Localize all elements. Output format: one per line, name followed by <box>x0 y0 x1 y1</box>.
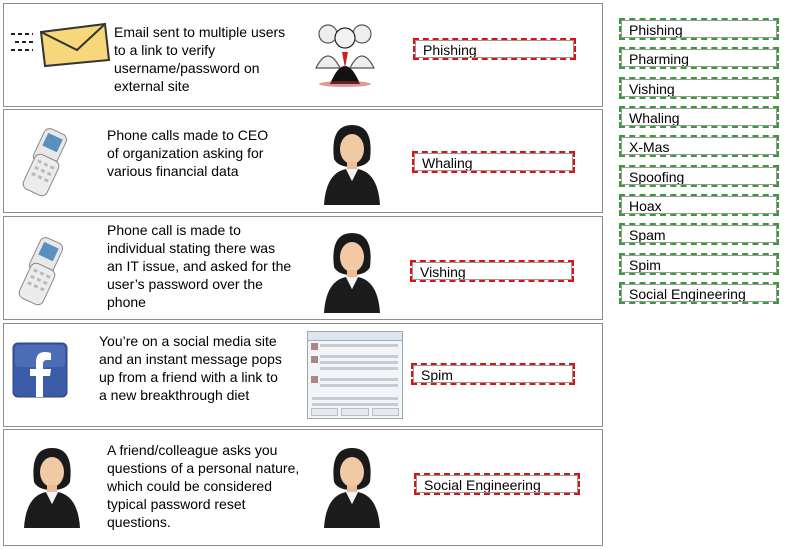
option-spim[interactable]: Spim <box>619 253 779 275</box>
scenario-description: Phone calls made to CEO of organization asking for various financial data <box>107 127 269 179</box>
scenario-row-social-media <box>3 323 603 427</box>
option-hoax[interactable]: Hoax <box>619 194 779 216</box>
option-social-engineering[interactable]: Social Engineering <box>619 282 779 304</box>
mobile-phone-icon <box>14 237 84 307</box>
scenario-row-it-call <box>3 216 603 320</box>
businesswoman-avatar-icon <box>320 442 384 528</box>
scenario-row-email <box>3 3 603 107</box>
answer-drop-slot-1[interactable]: Phishing <box>413 38 576 60</box>
scenario-description: You’re on a social media site and an instant message pops up from a friend with a link to a new breakthrough diet <box>99 333 282 403</box>
group-of-users-icon <box>312 18 378 88</box>
chat-avatar <box>311 376 318 383</box>
answer-drop-slot-2[interactable]: Whaling <box>412 151 575 173</box>
mobile-phone-icon <box>18 128 88 198</box>
scenario-row-friend <box>3 429 603 546</box>
email-envelope-icon <box>9 20 111 70</box>
instant-message-window <box>307 331 403 419</box>
scenario-description: Email sent to multiple users to a link to verify username/password on external site <box>114 24 286 94</box>
option-whaling[interactable]: Whaling <box>619 106 779 128</box>
answer-drop-slot-3[interactable]: Vishing <box>410 260 574 282</box>
chat-buttons <box>311 408 399 416</box>
chat-avatar <box>311 343 318 350</box>
chat-title-bar <box>308 332 402 341</box>
businesswoman-avatar-icon <box>20 442 84 528</box>
answer-drop-slot-4[interactable]: Spim <box>411 363 575 385</box>
facebook-icon <box>12 342 68 398</box>
chat-avatar <box>311 356 318 363</box>
option-x-mas[interactable]: X-Mas <box>619 135 779 157</box>
option-spam[interactable]: Spam <box>619 223 779 245</box>
answer-drop-slot-5[interactable]: Social Engineering <box>414 473 580 495</box>
businesswoman-avatar-icon <box>320 227 384 313</box>
scenario-row-ceo-call <box>3 109 603 213</box>
businesswoman-avatar-icon <box>320 119 384 205</box>
option-spoofing[interactable]: Spoofing <box>619 165 779 187</box>
option-pharming[interactable]: Pharming <box>619 47 779 69</box>
scenario-description: Phone call is made to individual stating there was an IT issue, and asked for the user’s password over the phone <box>107 222 292 310</box>
option-vishing[interactable]: Vishing <box>619 77 779 99</box>
scenario-description: A friend/colleague asks you questions of a personal nature, which could be considered typical password reset questions. <box>107 442 300 530</box>
option-phishing[interactable]: Phishing <box>619 18 779 40</box>
